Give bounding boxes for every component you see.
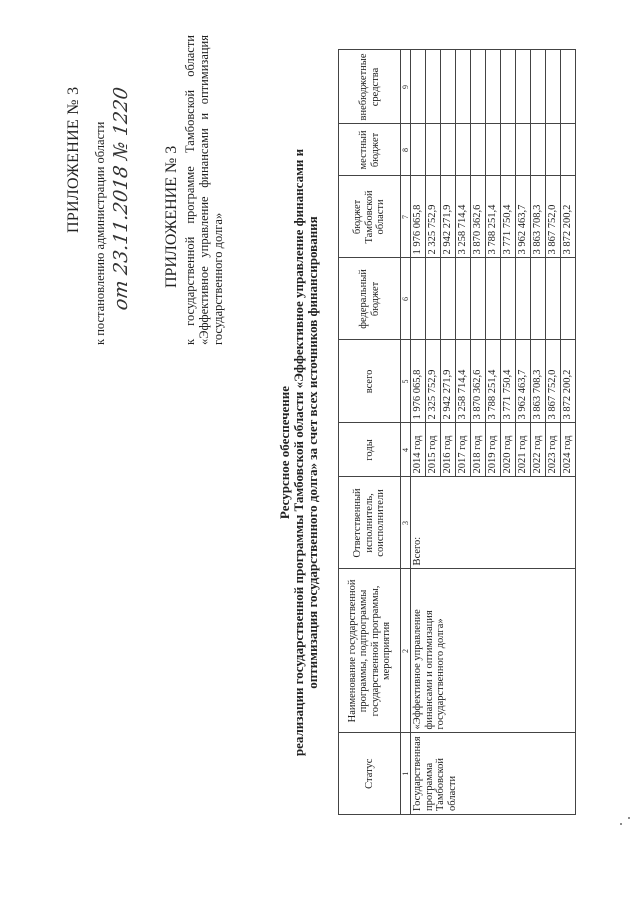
column-number: 5 [401, 340, 411, 423]
column-number: 2 [401, 569, 411, 733]
cell-federal [441, 258, 456, 340]
cell-year: 2017 год [456, 423, 471, 477]
program-appendix-title: ПРИЛОЖЕНИЕ № 3 [163, 145, 180, 288]
cell-total: 1 976 065,8 [411, 340, 426, 423]
cell-federal [561, 258, 576, 340]
cell-year: 2015 год [426, 423, 441, 477]
cell-total: 3 872 200,2 [561, 340, 576, 423]
cell-extra [426, 50, 441, 124]
cell-total: 3 258 714,4 [456, 340, 471, 423]
title-line-1: Ресурсное обеспечение [277, 385, 292, 520]
cell-regional: 3 771 750,4 [501, 176, 516, 258]
cell-year: 2014 год [411, 423, 426, 477]
cell-local [411, 124, 426, 176]
cell-local [471, 124, 486, 176]
title-line-3: оптимизация государственного долга» за счет всех источников финансирования [305, 216, 320, 689]
cell-year: 2019 год [486, 423, 501, 477]
cell-year: 2023 год [546, 423, 561, 477]
cell-extra [561, 50, 576, 124]
cell-local [561, 124, 576, 176]
column-number: 6 [401, 258, 411, 340]
cell-federal [501, 258, 516, 340]
header-cell: годы [339, 423, 401, 477]
cell-extra [516, 50, 531, 124]
column-number: 7 [401, 176, 411, 258]
header-cell: бюджет Тамбовской области [339, 176, 401, 258]
table-body [339, 50, 576, 815]
appendix-reference: к постановлению администрации области [93, 121, 107, 345]
cell-year: 2022 год [531, 423, 546, 477]
funding-table [338, 50, 576, 816]
cell-local [486, 124, 501, 176]
cell-federal [531, 258, 546, 340]
cell-local [531, 124, 546, 176]
header-cell: федеральный бюджет [339, 258, 401, 340]
header-cell: Статус [339, 733, 401, 815]
cell-year: 2024 год [561, 423, 576, 477]
cell-federal [411, 258, 426, 340]
cell-total: 3 771 750,4 [501, 340, 516, 423]
column-number: 1 [401, 733, 411, 815]
cell-local [441, 124, 456, 176]
title-line-2: реализации государственной программы Тамбовской области «Эффективное управление финансами и [291, 148, 306, 757]
cell-extra [486, 50, 501, 124]
document-title [278, 0, 320, 905]
cell-regional: 3 788 251,4 [486, 176, 501, 258]
cell-regional: 1 976 065,8 [411, 176, 426, 258]
cell-federal [486, 258, 501, 340]
cell-local [426, 124, 441, 176]
cell-extra [456, 50, 471, 124]
cell-total: 2 942 271,9 [441, 340, 456, 423]
cell-regional: 2 942 271,9 [441, 176, 456, 258]
cell-federal [516, 258, 531, 340]
table-header-row [339, 50, 401, 815]
cell-extra [501, 50, 516, 124]
column-number: 3 [401, 477, 411, 569]
cell-regional: 3 863 708,3 [531, 176, 546, 258]
table-row [411, 50, 426, 815]
cell-extra [441, 50, 456, 124]
executor-cell: Всего: [411, 477, 576, 569]
cell-local [456, 124, 471, 176]
cell-regional: 3 258 714,4 [456, 176, 471, 258]
cell-local [546, 124, 561, 176]
cell-local [501, 124, 516, 176]
handwritten-date: от 23.11.2018 № 1220 [110, 85, 132, 312]
cell-regional: 3 867 752,0 [546, 176, 561, 258]
program-appendix-text: к государственной программе Тамбовской области «Эффективное управление финансами и оптимизация государственного долга» [183, 35, 225, 345]
header-cell: Ответственный исполнитель, соисполнители [339, 477, 401, 569]
cell-local [516, 124, 531, 176]
cell-federal [471, 258, 486, 340]
header-cell: местный бюджет [339, 124, 401, 176]
header-cell: Наименование государственной программы, подпрограммы государственной программы, мероприятия [339, 569, 401, 733]
cell-regional: 3 872 200,2 [561, 176, 576, 258]
cell-total: 3 867 752,0 [546, 340, 561, 423]
cell-total: 3 788 251,4 [486, 340, 501, 423]
cell-federal [546, 258, 561, 340]
column-number-row [401, 50, 411, 815]
cell-year: 2018 год [471, 423, 486, 477]
program-name-cell: «Эффективное управление финансами и оптимизация государственного долга» [411, 569, 576, 733]
cell-extra [411, 50, 426, 124]
cell-regional: 2 325 752,9 [426, 176, 441, 258]
cell-extra [471, 50, 486, 124]
column-number: 9 [401, 50, 411, 124]
cell-year: 2016 год [441, 423, 456, 477]
column-number: 8 [401, 124, 411, 176]
cell-total: 2 325 752,9 [426, 340, 441, 423]
cell-federal [426, 258, 441, 340]
cell-regional: 3 870 362,6 [471, 176, 486, 258]
column-number: 4 [401, 423, 411, 477]
cell-total: 3 863 708,3 [531, 340, 546, 423]
cell-year: 2021 год [516, 423, 531, 477]
cell-extra [546, 50, 561, 124]
cell-extra [531, 50, 546, 124]
cell-total: 3 870 362,6 [471, 340, 486, 423]
header-cell: внебюджетные средства [339, 50, 401, 124]
status-cell: Государственная программа Тамбовской области [411, 733, 576, 815]
cell-federal [456, 258, 471, 340]
cell-year: 2020 год [501, 423, 516, 477]
appendix-title: ПРИЛОЖЕНИЕ № 3 [65, 86, 82, 233]
header-cell: всего [339, 340, 401, 423]
cell-total: 3 962 463,7 [516, 340, 531, 423]
cell-regional: 3 962 463,7 [516, 176, 531, 258]
